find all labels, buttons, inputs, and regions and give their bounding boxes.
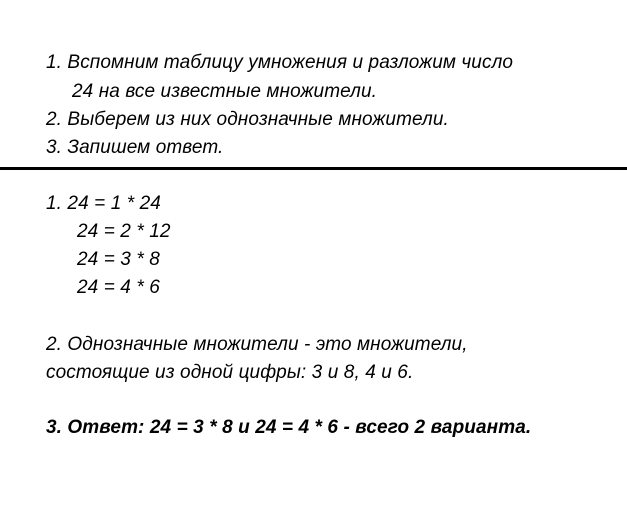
explanation-line-2: состоящие из одной цифры: 3 и 8, 4 и 6. bbox=[46, 362, 414, 383]
factorization-line-4: 24 = 4 * 6 bbox=[77, 277, 160, 298]
factorization-line-1: 1. 24 = 1 * 24 bbox=[46, 193, 161, 214]
plan-step-1-line-2: 24 на все известные множители. bbox=[72, 81, 378, 102]
plan-step-2: 2. Выберем из них однозначные множители. bbox=[46, 109, 449, 130]
plan-step-1-line-1: 1. Вспомним таблицу умножения и разложим число bbox=[46, 52, 514, 73]
explanation-line-1: 2. Однозначные множители - это множители, bbox=[46, 334, 468, 355]
section-divider bbox=[0, 167, 627, 170]
plan-step-3: 3. Запишем ответ. bbox=[46, 137, 224, 158]
factorization-line-3: 24 = 3 * 8 bbox=[77, 249, 160, 270]
answer-line: 3. Ответ: 24 = 3 * 8 и 24 = 4 * 6 - всего 2 варианта. bbox=[46, 417, 532, 438]
factorization-line-2: 24 = 2 * 12 bbox=[77, 221, 171, 242]
